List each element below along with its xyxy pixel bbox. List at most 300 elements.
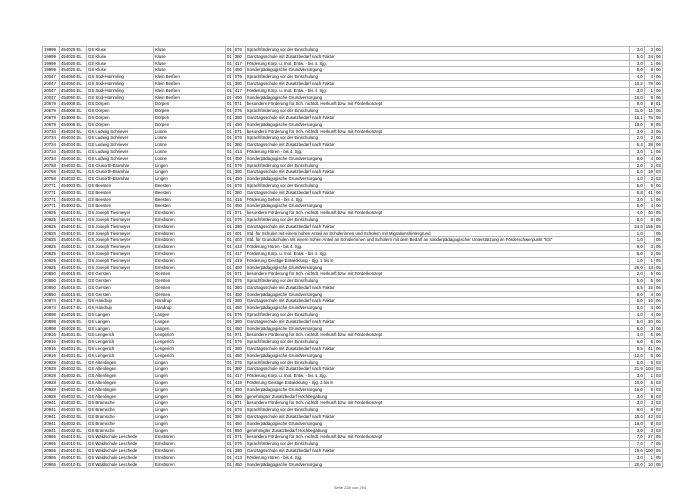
type-code-cell: 01 <box>227 291 232 297</box>
pupils-cell: 1 <box>644 373 654 380</box>
school-name-cell: GS Beesten <box>87 182 154 189</box>
school-number-cell: 20898 <box>43 325 60 332</box>
authority-code-cell: 454010 EL <box>60 230 87 237</box>
district-code-cell: 05 <box>655 454 661 460</box>
district-code-cell: 06 <box>655 67 661 73</box>
town-cell: Lingen <box>154 386 226 393</box>
hours-cell: 3,0 <box>629 427 644 434</box>
measure-description-cell: Sonderpädagogische Grundversorgung <box>245 305 629 312</box>
type-code-cell: 01 <box>227 393 232 399</box>
town-cell: Gersten <box>154 291 226 298</box>
school-name-cell: GS Joseph Tiesmeyer <box>87 257 154 264</box>
district-code-cell: 06 <box>655 155 661 161</box>
district-code-cell: 03 <box>655 407 661 413</box>
measure-code-cell: 076 <box>233 135 245 142</box>
hours-cell: 10,0 <box>629 414 644 421</box>
pupils-cell: 8 <box>644 393 654 400</box>
table-row <box>43 244 663 251</box>
table-row <box>43 448 663 455</box>
school-name-cell: GS Süd-Hümmling <box>87 74 154 81</box>
district-code-cell: 05 <box>655 223 661 229</box>
measure-code-cell: 450 <box>233 325 245 332</box>
authority-code-cell: 454017 EL <box>60 298 87 305</box>
table-row <box>43 325 663 332</box>
type-code-cell: 01 <box>227 257 232 263</box>
authority-code-cell: 454026 EL <box>60 325 87 332</box>
measure-description-cell: Std. für Grundschulen mit einem hohen Anteil an Schülerinnen und Schülern mit dem Bedarf an sonderpädagogischer Unterstützung im Förderschwerpunkt "ES" <box>245 237 629 244</box>
table-row <box>43 47 663 54</box>
school-name-cell: GS Altenlingen <box>87 380 154 387</box>
hours-cell: 4,0 <box>629 332 644 339</box>
school-number-cell: 20825 <box>43 257 60 264</box>
town-cell: Emsbüren <box>154 230 226 237</box>
measure-description-cell: Ganztagsschule mit Zusatzbedarf nach Faktor <box>245 448 629 455</box>
hours-cell: 3,0 <box>629 128 644 135</box>
school-number-cell: 20771 <box>43 196 60 203</box>
measure-description-cell: Sonderpädagogische Grundversorgung <box>245 67 629 74</box>
hours-cell: 3,0 <box>629 47 644 54</box>
authority-code-cell: 454010 EL <box>60 237 87 244</box>
district-code-cell: 06 <box>655 203 661 209</box>
school-number-cell: 20850 <box>43 271 60 278</box>
type-code-cell: 01 <box>227 325 232 331</box>
school-number-cell: 20047 <box>43 74 60 81</box>
table-row <box>43 298 663 305</box>
hours-cell: 3,0 <box>629 454 644 461</box>
type-code-cell: 01 <box>227 427 232 433</box>
authority-code-cell: 454003 EL <box>60 203 87 210</box>
school-number-cell: 20928 <box>43 366 60 373</box>
pupils-cell: 3 <box>644 427 654 434</box>
town-cell: Lengerich <box>154 352 226 359</box>
school-name-cell: GS Kluse <box>87 53 154 60</box>
pupils-cell: 7 <box>644 441 654 448</box>
town-cell: Lengerich <box>154 332 226 339</box>
table-row <box>43 94 663 101</box>
measure-description-cell: Ganztagsschule mit Zusatzbedarf nach Faktor <box>245 284 629 291</box>
table-row <box>43 284 663 291</box>
table-row <box>43 271 663 278</box>
measure-code-cell: 380 <box>233 223 245 230</box>
school-number-cell: 20916 <box>43 352 60 359</box>
type-code-cell: 01 <box>227 366 232 372</box>
pupils-cell: 16 <box>644 298 654 305</box>
school-number-cell: 19999 <box>43 53 60 60</box>
school-name-cell: GS Dörpen <box>87 114 154 121</box>
district-code-cell: 06 <box>655 325 661 331</box>
type-code-cell: 01 <box>227 108 232 114</box>
pupils-cell: 6 <box>644 332 654 339</box>
town-cell: Lingen <box>154 169 226 176</box>
school-number-cell: 20941 <box>43 420 60 427</box>
measure-description-cell: besondere Förderung für Sch. nichtdt. Herkunft bzw. mit Förderkonzept <box>245 210 629 217</box>
school-name-cell: GS Dörpen <box>87 121 154 128</box>
table-row <box>43 250 663 257</box>
measure-code-cell: 450 <box>233 291 245 298</box>
district-code-cell: 03 <box>655 420 661 426</box>
type-code-cell: 01 <box>227 386 232 392</box>
district-code-cell: 06 <box>655 346 661 352</box>
district-code-cell: 06 <box>655 332 661 338</box>
town-cell: Langen <box>154 318 226 325</box>
district-code-cell: 06 <box>655 278 661 284</box>
school-name-cell: GS Beesten <box>87 203 154 210</box>
table-row <box>43 441 663 448</box>
authority-code-cell: 454031 EL <box>60 352 87 359</box>
school-number-cell: 20734 <box>43 155 60 162</box>
type-code-cell: 01 <box>227 128 232 134</box>
district-code-cell: 05 <box>655 237 661 243</box>
town-cell: Lünne <box>154 148 226 155</box>
school-number-cell: 20758 <box>43 169 60 176</box>
town-cell: Emsbüren <box>154 210 226 217</box>
school-number-cell: 20916 <box>43 339 60 346</box>
pupils-cell: 2 <box>644 162 654 169</box>
measure-description-cell: Sprachförderung vor der Einschulung <box>245 47 629 54</box>
district-code-cell: 06 <box>655 312 661 318</box>
measure-code-cell: 076 <box>233 278 245 285</box>
pupils-cell: 5 <box>644 271 654 278</box>
measure-description-cell: Sonderpädagogische Grundversorgung <box>245 386 629 393</box>
hours-cell: 3,0 <box>629 60 644 67</box>
measure-description-cell: Ganztagsschule mit Zusatzbedarf nach Faktor <box>245 169 629 176</box>
table-row <box>43 87 663 94</box>
measure-description-cell: Sprachförderung vor der Einschulung <box>245 359 629 366</box>
type-code-cell: 01 <box>227 142 232 148</box>
school-name-cell: GS Dörpen <box>87 108 154 115</box>
authority-code-cell: 454050 EL <box>60 74 87 81</box>
authority-code-cell: 454025 EL <box>60 53 87 60</box>
town-cell: Emsbüren <box>154 448 226 455</box>
school-name-cell: GS Gersten <box>87 278 154 285</box>
measure-description-cell: Sprachförderung vor der Einschulung <box>245 216 629 223</box>
measure-description-cell: Ganztagsschule mit Zusatzbedarf nach Faktor <box>245 142 629 149</box>
type-code-cell: 01 <box>227 210 232 216</box>
pupils-cell: 8 <box>644 407 654 414</box>
school-name-cell: GS Kluse <box>87 60 154 67</box>
authority-code-cell: 454003 EL <box>60 182 87 189</box>
town-cell: Gersten <box>154 284 226 291</box>
school-name-cell: GS Beesten <box>87 196 154 203</box>
hours-cell: 1,0 <box>629 257 644 264</box>
town-cell: Emsbüren <box>154 216 226 223</box>
measure-code-cell: 450 <box>233 176 245 183</box>
authority-code-cell: 454008 EL <box>60 114 87 121</box>
authority-code-cell: 454050 EL <box>60 80 87 87</box>
district-code-cell: 05 <box>655 244 661 250</box>
pupils-cell: 42 <box>644 414 654 421</box>
table-row <box>43 114 663 121</box>
town-cell: Klein Berßen <box>154 94 226 101</box>
hours-cell: 5,0 <box>629 278 644 285</box>
school-name-cell: GS Altenlingen <box>87 373 154 380</box>
authority-code-cell: 454032 EL <box>60 373 87 380</box>
pupils-cell: 5 <box>644 380 654 387</box>
authority-code-cell: 454031 EL <box>60 332 87 339</box>
town-cell: Dörpen <box>154 114 226 121</box>
district-code-cell: 05 <box>655 448 661 454</box>
table-row <box>43 135 663 142</box>
type-code-cell: 01 <box>227 461 232 467</box>
school-number-cell: 20771 <box>43 182 60 189</box>
school-number-cell: 20898 <box>43 312 60 319</box>
measure-description-cell: Sonderpädagogische Grundversorgung <box>245 264 629 271</box>
school-number-cell: 20874 <box>43 298 60 305</box>
table-row <box>43 74 663 81</box>
town-cell: Kluse <box>154 47 226 54</box>
hours-cell: 18,0 <box>629 121 644 128</box>
hours-cell: 5,0 <box>629 318 644 325</box>
authority-code-cell: 454032 EL <box>60 366 87 373</box>
table-row <box>43 393 663 400</box>
hours-cell: 6,0 <box>629 339 644 346</box>
hours-cell: 12,0 <box>629 352 644 359</box>
hours-cell: 7,0 <box>629 441 644 448</box>
hours-cell: 5,0 <box>629 182 644 189</box>
authority-code-cell: 454015 EL <box>60 284 87 291</box>
measure-description-cell: besondere Förderung für Sch. nichtdt. Herkunft bzw. mit Förderkonzept <box>245 332 629 339</box>
measure-description-cell: Sonderpädagogische Grundversorgung <box>245 155 629 162</box>
pupils-cell: 41 <box>644 189 654 196</box>
table-row <box>43 420 663 427</box>
school-name-cell: GS Altenlingen <box>87 386 154 393</box>
measure-code-cell: 450 <box>233 386 245 393</box>
measure-code-cell: 071 <box>233 101 245 108</box>
type-code-cell: 01 <box>227 230 232 236</box>
table-row <box>43 108 663 115</box>
hours-cell: 8,0 <box>629 407 644 414</box>
authority-code-cell: 454003 EL <box>60 189 87 196</box>
town-cell: Klein Berßen <box>154 80 226 87</box>
town-cell: Emsbüren <box>154 237 226 244</box>
hours-cell: 4,0 <box>629 74 644 81</box>
school-number-cell: 20965 <box>43 454 60 461</box>
hours-cell: 16,0 <box>629 386 644 393</box>
school-name-cell: GS Bramsche <box>87 400 154 407</box>
table-row <box>43 60 663 67</box>
hours-cell: 4,0 <box>629 210 644 217</box>
pupils-cell: 4 <box>644 312 654 319</box>
measure-code-cell: 413 <box>233 244 245 251</box>
measure-description-cell: Förderung Körp. u. mot. Entw. - bis 4. Sjg. <box>245 250 629 257</box>
school-name-cell: GS Joseph Tiesmeyer <box>87 264 154 271</box>
authority-code-cell: 454034 EL <box>60 128 87 135</box>
hours-cell: 4,0 <box>629 312 644 319</box>
school-name-cell: GS Joseph Tiesmeyer <box>87 237 154 244</box>
measure-code-cell: 450 <box>233 203 245 210</box>
type-code-cell: 01 <box>227 264 232 270</box>
table-row <box>43 407 663 414</box>
school-number-cell: 20825 <box>43 250 60 257</box>
type-code-cell: 01 <box>227 407 232 413</box>
town-cell: Emsbüren <box>154 257 226 264</box>
measure-code-cell: 076 <box>233 312 245 319</box>
school-number-cell: 20928 <box>43 380 60 387</box>
pupils-cell: 2 <box>644 250 654 257</box>
school-name-cell: GS Süd-Hümmling <box>87 87 154 94</box>
table-row <box>43 210 663 217</box>
school-name-cell: GS Altenlingen <box>87 366 154 373</box>
hours-cell: 5,0 <box>629 298 644 305</box>
district-code-cell: 01 <box>655 101 661 107</box>
pupils-cell: 5 <box>644 359 654 366</box>
hours-cell: 6,0 <box>629 325 644 332</box>
measure-description-cell: Sonderpädagogische Grundversorgung <box>245 461 629 468</box>
authority-code-cell: 454032 EL <box>60 427 87 434</box>
table-row <box>43 318 663 325</box>
measure-code-cell: 417 <box>233 373 245 380</box>
authority-code-cell: 454010 EL <box>60 441 87 448</box>
measure-code-cell: 450 <box>233 155 245 162</box>
town-cell: Lingen <box>154 400 226 407</box>
hours-cell: 15,1 <box>629 114 644 121</box>
pupils-cell <box>644 230 654 237</box>
district-code-cell: 06 <box>655 128 661 134</box>
town-cell: Lengerich <box>154 339 226 346</box>
allocation-table <box>42 46 663 468</box>
school-name-cell: GS Gersten <box>87 291 154 298</box>
district-code-cell: 06 <box>655 80 661 86</box>
pupils-cell: 4 <box>644 203 654 210</box>
type-code-cell: 01 <box>227 332 232 338</box>
authority-code-cell: 454032 EL <box>60 176 87 183</box>
hours-cell: 7,0 <box>629 434 644 441</box>
pupils-cell: 40 <box>644 210 654 217</box>
table-row <box>43 128 663 135</box>
district-code-cell: 06 <box>655 284 661 290</box>
pupils-cell: 38 <box>644 142 654 149</box>
table-row <box>43 142 663 149</box>
pupils-cell: 11 <box>644 108 654 115</box>
table-row <box>43 162 663 169</box>
town-cell: Klein Berßen <box>154 74 226 81</box>
school-name-cell: GS Ludwig Schriever <box>87 148 154 155</box>
measure-description-cell: besondere Förderung für Sch. nichtdt. Herkunft bzw. mit Förderkonzept <box>245 400 629 407</box>
measure-code-cell: 071 <box>233 271 245 278</box>
table-row <box>43 216 663 223</box>
pupils-cell: 1 <box>644 196 654 203</box>
measure-code-cell: 076 <box>233 74 245 81</box>
measure-description-cell: Sprachförderung vor der Einschulung <box>245 182 629 189</box>
hours-cell: 20,0 <box>629 461 644 468</box>
measure-description-cell: Förderung Körp. u. mot. Entw. - bis 4. Sjg. <box>245 60 629 67</box>
school-number-cell: 20941 <box>43 427 60 434</box>
hours-cell: 24,5 <box>629 223 644 230</box>
school-name-cell: GS Lengerich <box>87 339 154 346</box>
district-code-cell: 03 <box>655 359 661 365</box>
district-code-cell: 03 <box>655 386 661 392</box>
town-cell: Lingen <box>154 373 226 380</box>
measure-description-cell: Sonderpädagogische Grundversorgung <box>245 352 629 359</box>
measure-description-cell: Ganztagsschule mit Zusatzbedarf nach Faktor <box>245 346 629 353</box>
school-number-cell: 20825 <box>43 216 60 223</box>
town-cell: Handrup <box>154 298 226 305</box>
type-code-cell: 01 <box>227 155 232 161</box>
district-code-cell: 06 <box>655 291 661 297</box>
town-cell: Emsbüren <box>154 434 226 441</box>
measure-code-cell: 076 <box>233 339 245 346</box>
school-number-cell: 20047 <box>43 94 60 101</box>
school-number-cell: 20928 <box>43 386 60 393</box>
measure-code-cell: 071 <box>233 400 245 407</box>
town-cell: Lingen <box>154 393 226 400</box>
table-row <box>43 291 663 298</box>
hours-cell: 5,0 <box>629 250 644 257</box>
measure-code-cell: 415 <box>233 196 245 203</box>
table-row <box>43 53 663 60</box>
school-number-cell: 20965 <box>43 434 60 441</box>
type-code-cell: 01 <box>227 135 232 141</box>
school-number-cell: 20928 <box>43 373 60 380</box>
school-name-cell: GS Kluse <box>87 67 154 74</box>
school-name-cell: GS Joseph Tiesmeyer <box>87 230 154 237</box>
town-cell: Lünne <box>154 142 226 149</box>
measure-description-cell: Förderung Hören - bis 4. Sjg. <box>245 148 629 155</box>
town-cell: Emsbüren <box>154 454 226 461</box>
authority-code-cell: 454010 EL <box>60 210 87 217</box>
school-name-cell: GS Lengerich <box>87 352 154 359</box>
district-code-cell: 06 <box>655 271 661 277</box>
district-code-cell: 03 <box>655 400 661 406</box>
table-row <box>43 380 663 387</box>
district-code-cell: 06 <box>655 318 661 324</box>
pupils-cell: 3 <box>644 47 654 54</box>
measure-description-cell: Ganztagsschule mit Zusatzbedarf nach Faktor <box>245 318 629 325</box>
measure-code-cell: 413 <box>233 454 245 461</box>
hours-cell: 8,0 <box>629 155 644 162</box>
school-number-cell: 20850 <box>43 284 60 291</box>
school-name-cell: GS Ludwig Schriever <box>87 155 154 162</box>
table-row <box>43 414 663 421</box>
hours-cell: 6,0 <box>629 203 644 210</box>
measure-code-cell: 380 <box>233 284 245 291</box>
authority-code-cell: 454032 EL <box>60 380 87 387</box>
table-row <box>43 264 663 271</box>
authority-code-cell: 454010 EL <box>60 223 87 230</box>
school-number-cell: 20825 <box>43 244 60 251</box>
school-name-cell: GS Joseph Tiesmeyer <box>87 244 154 251</box>
town-cell: Langen <box>154 325 226 332</box>
measure-code-cell: 380 <box>233 318 245 325</box>
district-code-cell: 05 <box>655 434 661 440</box>
type-code-cell: 01 <box>227 162 232 168</box>
district-code-cell: 06 <box>655 74 661 80</box>
district-code-cell: 06 <box>655 305 661 311</box>
measure-code-cell: 417 <box>233 87 245 94</box>
town-cell: Lingen <box>154 380 226 387</box>
measure-code-cell: 380 <box>233 448 245 455</box>
school-name-cell: GS Altenlingen <box>87 359 154 366</box>
measure-description-cell: Sprachförderung vor der Einschulung <box>245 162 629 169</box>
type-code-cell: 01 <box>227 53 232 59</box>
measure-code-cell: 380 <box>233 142 245 149</box>
hours-cell: 3,0 <box>629 393 644 400</box>
pupils-cell: 79 <box>644 80 654 87</box>
measure-description-cell: Förderung Sehen - bis 4. Sjg. <box>245 196 629 203</box>
table-row <box>43 359 663 366</box>
district-code-cell: 06 <box>655 53 661 59</box>
type-code-cell: 01 <box>227 373 232 379</box>
school-name-cell: GS Gersten <box>87 284 154 291</box>
measure-code-cell: 450 <box>233 420 245 427</box>
school-number-cell: 20825 <box>43 210 60 217</box>
school-number-cell: 20679 <box>43 108 60 115</box>
type-code-cell: 01 <box>227 346 232 352</box>
district-code-cell: 05 <box>655 108 661 114</box>
type-code-cell: 01 <box>227 244 232 250</box>
type-code-cell: 01 <box>227 203 232 209</box>
district-code-cell: 05 <box>655 216 661 222</box>
